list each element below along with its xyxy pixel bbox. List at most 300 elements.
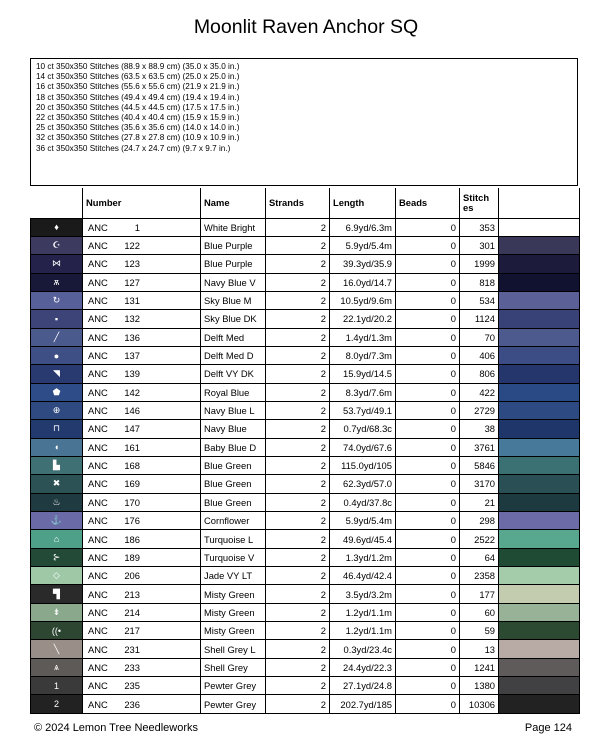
thread-number: 170 (124, 496, 140, 508)
name-cell: Blue Purple (201, 255, 266, 273)
number-cell (83, 310, 201, 328)
name-cell: Baby Blue D (201, 438, 266, 456)
table-row (31, 236, 580, 254)
number-cell (83, 475, 201, 493)
table-row (31, 218, 580, 236)
table-row (31, 438, 580, 456)
stitches-header-label: Stitch es (463, 191, 490, 213)
brand-prefix: ANC (88, 661, 108, 673)
color-swatch (499, 585, 580, 603)
number-cell (83, 328, 201, 346)
strands-header: Strands (266, 188, 330, 218)
strands-cell: 2 (266, 328, 330, 346)
stitches-cell: 38 (460, 420, 499, 438)
page-number: Page 124 (524, 722, 572, 734)
thread-number: 1 (134, 221, 140, 233)
brand-prefix: ANC (88, 460, 108, 472)
beads-cell: 0 (396, 622, 460, 640)
thread-number: 132 (124, 313, 140, 325)
brand-prefix: ANC (88, 643, 108, 655)
thread-number: 147 (124, 423, 140, 435)
symbol-icon: 1 (31, 677, 83, 695)
strands-cell: 2 (266, 622, 330, 640)
stitches-cell: 406 (460, 346, 499, 364)
thread-number: 176 (124, 515, 140, 527)
table-row (31, 603, 580, 621)
brand-prefix: ANC (88, 313, 108, 325)
fabric-size-line: 14 ct 350x350 Stitches (63.5 x 63.5 cm) (25.0 x 25.0 in.) (36, 72, 240, 82)
table-row (31, 658, 580, 676)
brand-prefix: ANC (88, 698, 108, 710)
brand-prefix: ANC (88, 570, 108, 582)
color-swatch (499, 273, 580, 291)
color-swatch (499, 640, 580, 658)
strands-cell: 2 (266, 677, 330, 695)
strands-cell: 2 (266, 493, 330, 511)
name-cell: Misty Green (201, 585, 266, 603)
fabric-size-line: 10 ct 350x350 Stitches (88.9 x 88.9 cm) (35.0 x 35.0 in.) (36, 62, 240, 71)
length-cell: 1.3yd/1.2m (330, 548, 396, 566)
thread-number: 136 (124, 331, 140, 343)
symbol-icon: ◖ (31, 438, 83, 456)
fabric-size-line: 25 ct 350x350 Stitches (35.6 x 35.6 cm) (14.0 x 14.0 in.) (36, 123, 240, 133)
symbol-icon: ѫ (31, 273, 83, 291)
copyright-footer: © 2024 Lemon Tree Needleworks (34, 722, 199, 734)
color-swatch (499, 493, 580, 511)
table-row (31, 475, 580, 493)
stitches-cell: 534 (460, 291, 499, 309)
length-cell: 5.9yd/5.4m (330, 236, 396, 254)
length-cell: 8.0yd/7.3m (330, 346, 396, 364)
length-cell: 53.7yd/49.1 (330, 401, 396, 419)
name-cell: Royal Blue (201, 383, 266, 401)
symbol-icon: ⌂ (31, 530, 83, 548)
beads-cell: 0 (396, 603, 460, 621)
strands-cell: 2 (266, 255, 330, 273)
table-row (31, 585, 580, 603)
brand-prefix: ANC (88, 423, 108, 435)
length-cell: 6.9yd/6.3m (330, 218, 396, 236)
thread-number: 186 (124, 533, 140, 545)
brand-prefix: ANC (88, 478, 108, 490)
number-cell (83, 255, 201, 273)
name-cell: Shell Grey (201, 658, 266, 676)
table-row (31, 493, 580, 511)
length-cell: 10.5yd/9.6m (330, 291, 396, 309)
number-cell (83, 512, 201, 530)
number-cell (83, 365, 201, 383)
symbol-icon: ▙ (31, 456, 83, 474)
symbol-header (31, 188, 83, 218)
table-row (31, 567, 580, 585)
beads-cell: 0 (396, 401, 460, 419)
length-cell: 0.4yd/37.8c (330, 493, 396, 511)
length-cell: 3.5yd/3.2m (330, 585, 396, 603)
thread-number: 213 (124, 588, 140, 600)
length-cell: 202.7yd/185 (330, 695, 396, 713)
beads-cell: 0 (396, 218, 460, 236)
number-cell (83, 677, 201, 695)
table-row (31, 310, 580, 328)
symbol-icon: ✖ (31, 475, 83, 493)
symbol-icon: ⊓ (31, 420, 83, 438)
name-cell: Turquoise L (201, 530, 266, 548)
color-swatch (499, 658, 580, 676)
brand-prefix: ANC (88, 276, 108, 288)
length-cell: 1.2yd/1.1m (330, 622, 396, 640)
length-cell: 27.1yd/24.8 (330, 677, 396, 695)
name-cell: Delft VY DK (201, 365, 266, 383)
fabric-size-line: 20 ct 350x350 Stitches (44.5 x 44.5 cm) (17.5 x 17.5 in.) (36, 102, 240, 112)
number-cell (83, 438, 201, 456)
number-cell (83, 236, 201, 254)
strands-cell: 2 (266, 695, 330, 713)
fabric-size-list (30, 58, 578, 186)
length-cell: 1.4yd/1.3m (330, 328, 396, 346)
brand-prefix: ANC (88, 405, 108, 417)
number-cell (83, 603, 201, 621)
thread-number: 236 (124, 698, 140, 710)
strands-cell: 2 (266, 456, 330, 474)
color-swatch (499, 438, 580, 456)
color-swatch (499, 548, 580, 566)
table-row (31, 677, 580, 695)
color-swatch (499, 401, 580, 419)
name-cell: Sky Blue M (201, 291, 266, 309)
stitches-cell: 64 (460, 548, 499, 566)
strands-cell: 2 (266, 383, 330, 401)
stitches-cell: 298 (460, 512, 499, 530)
number-cell (83, 218, 201, 236)
name-cell: Navy Blue V (201, 273, 266, 291)
name-cell: Misty Green (201, 622, 266, 640)
beads-cell: 0 (396, 585, 460, 603)
stitches-cell: 70 (460, 328, 499, 346)
thread-number: 122 (124, 240, 140, 252)
length-cell: 24.4yd/22.3 (330, 658, 396, 676)
strands-cell: 2 (266, 603, 330, 621)
table-row (31, 695, 580, 713)
number-header: Number (83, 188, 201, 218)
thread-number: 137 (124, 350, 140, 362)
strands-cell: 2 (266, 218, 330, 236)
symbol-icon: ((• (31, 622, 83, 640)
stitches-cell: 353 (460, 218, 499, 236)
length-cell: 74.0yd/67.6 (330, 438, 396, 456)
color-swatch (499, 365, 580, 383)
length-cell: 1.2yd/1.1m (330, 603, 396, 621)
thread-number: 146 (124, 405, 140, 417)
symbol-icon: ⊕ (31, 401, 83, 419)
beads-cell: 0 (396, 567, 460, 585)
strands-cell: 2 (266, 346, 330, 364)
beads-cell: 0 (396, 291, 460, 309)
stitches-cell: 177 (460, 585, 499, 603)
thread-number: 168 (124, 460, 140, 472)
stitches-cell: 60 (460, 603, 499, 621)
number-cell (83, 273, 201, 291)
thread-number: 131 (124, 295, 140, 307)
length-cell: 16.0yd/14.7 (330, 273, 396, 291)
table-row (31, 512, 580, 530)
number-cell (83, 401, 201, 419)
color-swatch (499, 310, 580, 328)
name-header: Name (201, 188, 266, 218)
color-swatch (499, 218, 580, 236)
beads-cell: 0 (396, 273, 460, 291)
strands-cell: 2 (266, 530, 330, 548)
beads-cell: 0 (396, 677, 460, 695)
beads-cell: 0 (396, 456, 460, 474)
length-cell: 0.7yd/68.3c (330, 420, 396, 438)
stitches-cell: 818 (460, 273, 499, 291)
brand-prefix: ANC (88, 588, 108, 600)
name-cell: Navy Blue L (201, 401, 266, 419)
thread-number: 189 (124, 551, 140, 563)
table-row (31, 346, 580, 364)
symbol-icon: ● (31, 346, 83, 364)
page-title: Moonlit Raven Anchor SQ (193, 16, 419, 38)
thread-number: 231 (124, 643, 140, 655)
brand-prefix: ANC (88, 368, 108, 380)
fabric-size-line: 18 ct 350x350 Stitches (49.4 x 49.4 cm) (19.4 x 19.4 in.) (36, 92, 240, 102)
symbol-icon: ⋈ (31, 255, 83, 273)
number-cell (83, 420, 201, 438)
table-row (31, 640, 580, 658)
color-swatch (499, 622, 580, 640)
beads-cell: 0 (396, 475, 460, 493)
length-cell: 8.3yd/7.6m (330, 383, 396, 401)
stitches-cell: 1380 (460, 677, 499, 695)
stitches-cell: 59 (460, 622, 499, 640)
thread-number: 139 (124, 368, 140, 380)
name-cell: Blue Green (201, 456, 266, 474)
thread-number: 127 (124, 276, 140, 288)
brand-prefix: ANC (88, 533, 108, 545)
color-swatch (499, 677, 580, 695)
color-swatch (499, 383, 580, 401)
strands-cell: 2 (266, 273, 330, 291)
name-cell: Sky Blue DK (201, 310, 266, 328)
length-cell: 15.9yd/14.5 (330, 365, 396, 383)
brand-prefix: ANC (88, 515, 108, 527)
name-cell: Blue Green (201, 475, 266, 493)
color-swatch (499, 567, 580, 585)
stitches-cell: 806 (460, 365, 499, 383)
number-cell (83, 548, 201, 566)
stitches-cell: 21 (460, 493, 499, 511)
brand-prefix: ANC (88, 350, 108, 362)
strands-cell: 2 (266, 438, 330, 456)
beads-cell: 0 (396, 236, 460, 254)
stitches-cell: 301 (460, 236, 499, 254)
thread-number: 142 (124, 386, 140, 398)
table-row (31, 456, 580, 474)
number-cell (83, 695, 201, 713)
thread-number: 235 (124, 680, 140, 692)
symbol-icon: ѧ (31, 658, 83, 676)
symbol-icon: ⬟ (31, 383, 83, 401)
fabric-size-line: 32 ct 350x350 Stitches (27.8 x 27.8 cm) (10.9 x 10.9 in.) (36, 133, 240, 143)
name-cell: Cornflower (201, 512, 266, 530)
stitches-cell: 1241 (460, 658, 499, 676)
color-swatch (499, 695, 580, 713)
strands-cell: 2 (266, 640, 330, 658)
stitches-cell: 3170 (460, 475, 499, 493)
thread-number: 206 (124, 570, 140, 582)
number-cell (83, 585, 201, 603)
strands-cell: 2 (266, 585, 330, 603)
table-row (31, 622, 580, 640)
number-cell (83, 640, 201, 658)
color-swatch (499, 236, 580, 254)
stitches-cell: 3761 (460, 438, 499, 456)
number-cell (83, 346, 201, 364)
color-swatch (499, 346, 580, 364)
brand-prefix: ANC (88, 606, 108, 618)
color-swatch (499, 328, 580, 346)
number-cell (83, 456, 201, 474)
symbol-icon: ☪ (31, 236, 83, 254)
number-cell (83, 622, 201, 640)
beads-cell: 0 (396, 695, 460, 713)
beads-cell: 0 (396, 383, 460, 401)
thread-table (30, 188, 580, 714)
strands-cell: 2 (266, 548, 330, 566)
brand-prefix: ANC (88, 680, 108, 692)
name-cell: Pewter Grey (201, 695, 266, 713)
length-cell: 39.3yd/35.9 (330, 255, 396, 273)
color-swatch (499, 291, 580, 309)
beads-cell: 0 (396, 548, 460, 566)
strands-cell: 2 (266, 236, 330, 254)
color-swatch (499, 512, 580, 530)
number-cell (83, 291, 201, 309)
table-row (31, 255, 580, 273)
number-cell (83, 383, 201, 401)
strands-cell: 2 (266, 401, 330, 419)
beads-cell: 0 (396, 255, 460, 273)
brand-prefix: ANC (88, 295, 108, 307)
number-cell (83, 493, 201, 511)
table-row (31, 420, 580, 438)
name-cell: Delft Med D (201, 346, 266, 364)
name-cell: White Bright (201, 218, 266, 236)
stitches-cell: 2358 (460, 567, 499, 585)
length-cell: 0.3yd/23.4c (330, 640, 396, 658)
color-swatch (499, 420, 580, 438)
thread-number: 214 (124, 606, 140, 618)
length-cell: 115.0yd/105 (330, 456, 396, 474)
symbol-icon: ⊱ (31, 548, 83, 566)
brand-prefix: ANC (88, 496, 108, 508)
length-cell: 22.1yd/20.2 (330, 310, 396, 328)
beads-header: Beads (396, 188, 460, 218)
length-cell: 49.6yd/45.4 (330, 530, 396, 548)
length-cell: 5.9yd/5.4m (330, 512, 396, 530)
color-swatch (499, 603, 580, 621)
brand-prefix: ANC (88, 221, 108, 233)
strands-cell: 2 (266, 365, 330, 383)
number-cell (83, 658, 201, 676)
stitches-cell: 422 (460, 383, 499, 401)
symbol-icon: ╱ (31, 328, 83, 346)
symbol-icon: ▜ (31, 585, 83, 603)
table-row (31, 365, 580, 383)
table-row (31, 328, 580, 346)
brand-prefix: ANC (88, 258, 108, 270)
thread-number: 169 (124, 478, 140, 490)
stitches-cell: 10306 (460, 695, 499, 713)
strands-cell: 2 (266, 310, 330, 328)
beads-cell: 0 (396, 420, 460, 438)
strands-cell: 2 (266, 512, 330, 530)
name-cell: Shell Grey L (201, 640, 266, 658)
table-row (31, 401, 580, 419)
name-cell: Misty Green (201, 603, 266, 621)
name-cell: Turquoise V (201, 548, 266, 566)
table-row (31, 273, 580, 291)
table-row (31, 291, 580, 309)
beads-cell: 0 (396, 328, 460, 346)
strands-cell: 2 (266, 420, 330, 438)
symbol-icon: ◥ (31, 365, 83, 383)
beads-cell: 0 (396, 310, 460, 328)
thread-number: 123 (124, 258, 140, 270)
stitches-cell: 2522 (460, 530, 499, 548)
length-header: Length (330, 188, 396, 218)
table-row (31, 530, 580, 548)
stitches-cell: 2729 (460, 401, 499, 419)
length-cell: 46.4yd/42.4 (330, 567, 396, 585)
name-cell: Pewter Grey (201, 677, 266, 695)
number-cell (83, 567, 201, 585)
beads-cell: 0 (396, 493, 460, 511)
beads-cell: 0 (396, 346, 460, 364)
color-swatch (499, 456, 580, 474)
strands-cell: 2 (266, 291, 330, 309)
beads-cell: 0 (396, 365, 460, 383)
table-row (31, 383, 580, 401)
fabric-size-line: 16 ct 350x350 Stitches (55.6 x 55.6 cm) (21.9 x 21.9 in.) (36, 82, 240, 92)
name-cell: Blue Purple (201, 236, 266, 254)
beads-cell: 0 (396, 640, 460, 658)
color-swatch (499, 255, 580, 273)
fabric-size-line: 36 ct 350x350 Stitches (24.7 x 24.7 cm) (9.7 x 9.7 in.) (36, 143, 231, 153)
thread-number: 217 (124, 625, 140, 637)
table-header-row (31, 188, 580, 218)
stitches-cell: 5846 (460, 456, 499, 474)
brand-prefix: ANC (88, 386, 108, 398)
symbol-icon: ♨ (31, 493, 83, 511)
name-cell: Navy Blue (201, 420, 266, 438)
brand-prefix: ANC (88, 331, 108, 343)
strands-cell: 2 (266, 567, 330, 585)
thread-number: 233 (124, 661, 140, 673)
stitches-header (460, 188, 499, 218)
stitches-cell: 1999 (460, 255, 499, 273)
number-cell (83, 530, 201, 548)
brand-prefix: ANC (88, 240, 108, 252)
color-header (499, 188, 580, 218)
color-swatch (499, 530, 580, 548)
symbol-icon: ♦ (31, 218, 83, 236)
fabric-size-line: 22 ct 350x350 Stitches (40.4 x 40.4 cm) (15.9 x 15.9 in.) (36, 113, 240, 123)
length-cell: 62.3yd/57.0 (330, 475, 396, 493)
beads-cell: 0 (396, 438, 460, 456)
name-cell: Blue Green (201, 493, 266, 511)
thread-number: 161 (124, 441, 140, 453)
